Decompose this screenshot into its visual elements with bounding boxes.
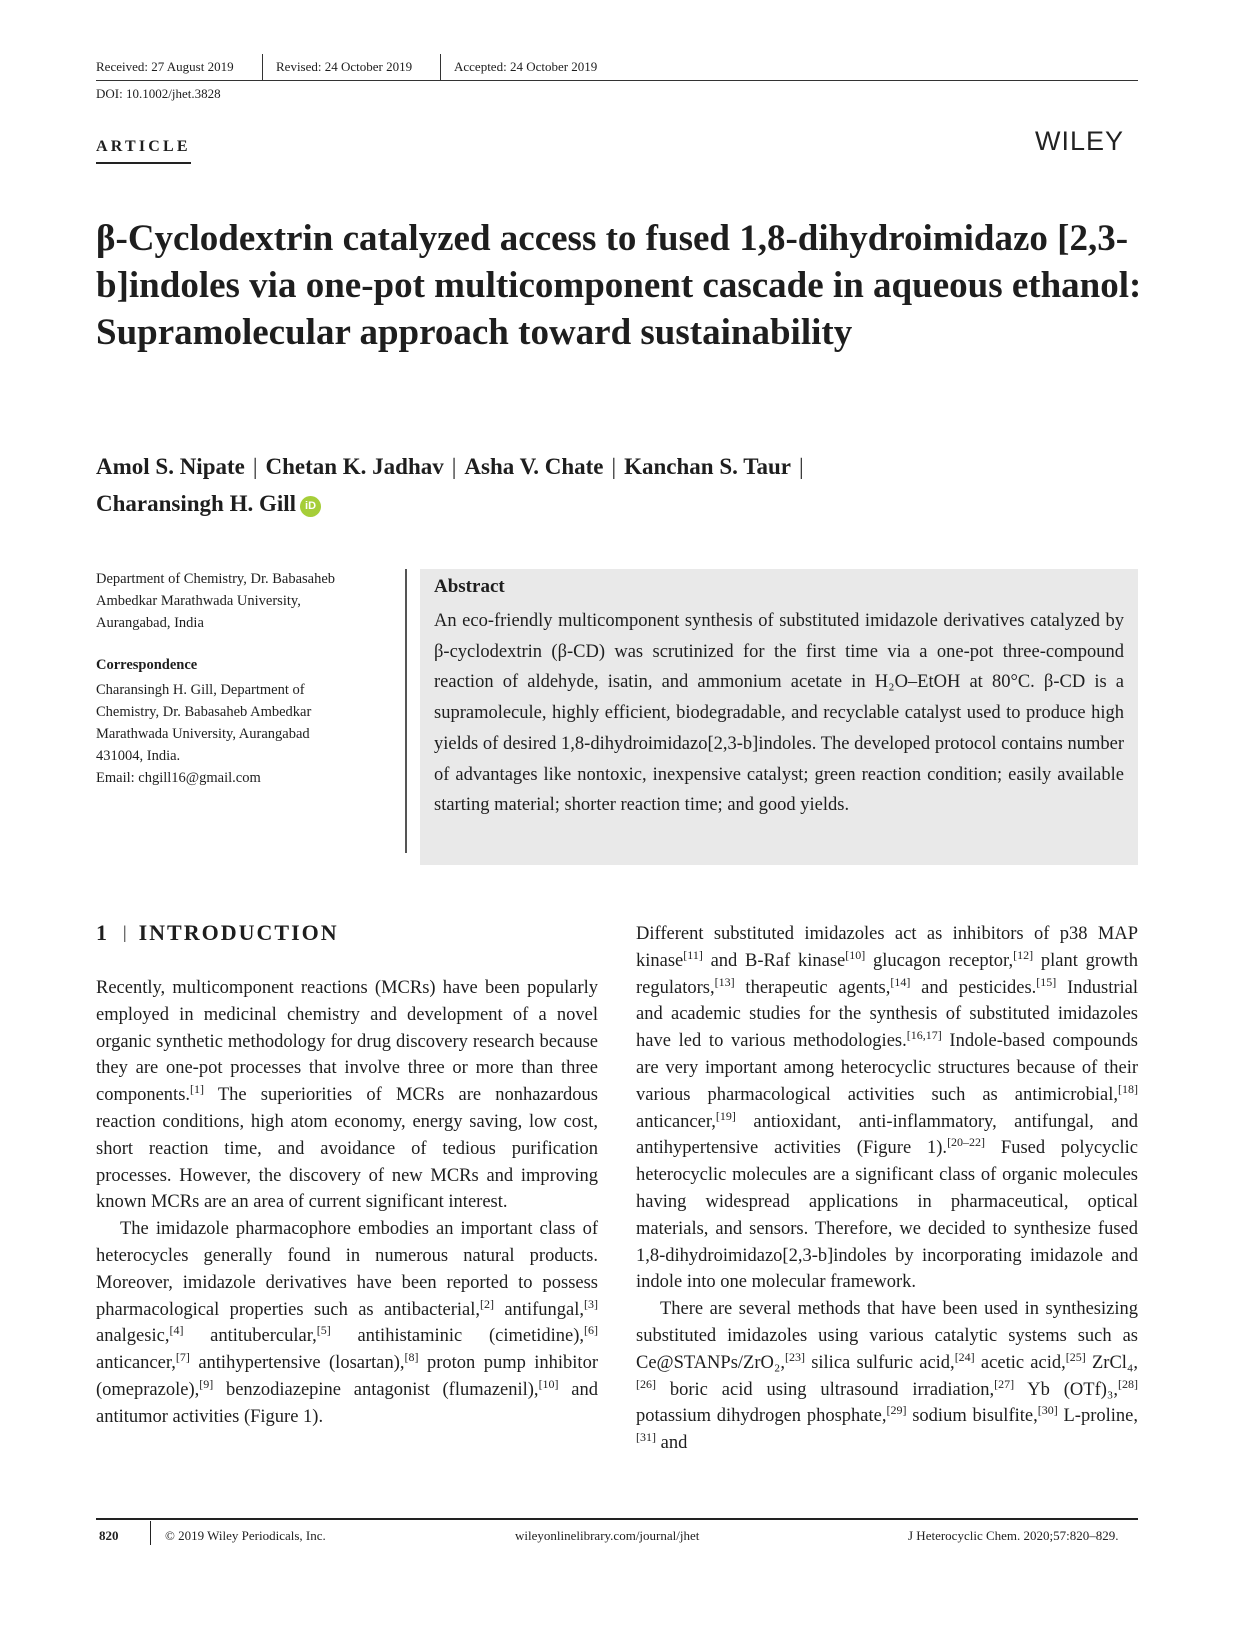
author-list: Amol S. Nipate | Chetan K. Jadhav | Asha V. Chate | Kanchan S. Taur | Charansingh H. Gill iD <box>96 454 804 516</box>
section-label: ARTICLE <box>96 138 191 164</box>
abstract-heading: Abstract <box>434 576 505 597</box>
citation[interactable]: [11] <box>683 947 703 962</box>
correspondence-heading: Correspondence <box>96 657 198 673</box>
section-title: INTRODUCTION <box>138 920 339 945</box>
citation[interactable]: [19] <box>715 1108 736 1123</box>
citation[interactable]: [4] <box>169 1323 184 1338</box>
citation[interactable]: [5] <box>316 1323 331 1338</box>
citation[interactable]: [31] <box>636 1429 656 1444</box>
paragraph: Recently, multicomponent reactions (MCRs) have been popularly employed in medicinal chemistry and development of a novel organic synthetic methodology for drug discovery research because they are one-pot processes that involve three or more than three components.[1] The superiorities of MCRs are nonhazardous reaction conditions, high atom economy, energy saving, low cost, short reaction time, and avoidance of tedious purification processes. However, the discovery of new MCRs and improving known MCRs are an area of current significant interest. <box>96 978 598 1213</box>
citation[interactable]: [18] <box>1118 1081 1138 1096</box>
correspondence-line: Chemistry, Dr. Babasaheb Ambedkar <box>96 704 312 720</box>
section-number: 1 <box>96 920 109 945</box>
citation[interactable]: [6] <box>584 1323 598 1338</box>
paragraph: There are several methods that have been used in synthesizing substituted imidazoles using various catalytic systems such as Ce@STANPs/ZrO₂,[23] silica sulfuric acid,[24] acetic acid,[25] ZrCl₄,[26] boric acid using ultrasound irradiation,[27] Yb (OTf)₃,[28] potassium dihydrogen phosphate,[29] sodium bisulfite,[30] L-proline,[31] and <box>636 1299 1139 1454</box>
abstract-text: An eco-friendly multicomponent synthesis of substituted imidazole derivatives catalyzed by β-cyclodextrin (β-CD) was scrutinized for the first time via a one-pot three-compound reaction of aldehyde, isatin, and ammonium acetate in H₂O–EtOH at 80°C. β-CD is a supramolecule, highly efficient, biodegradable, and recyclable catalyst used to produce high yields of desired 1,8-dihydroimidazo[2,3-b]indoles. The developed protocol contains number of advantages like nontoxic, inexpensive catalyst; green reaction condition; easily available starting material; shorter reaction time; and good yields. <box>434 611 1124 816</box>
citation[interactable]: [13] <box>714 974 735 989</box>
revised-date: Revised: 24 October 2019 <box>276 59 413 74</box>
author[interactable]: Charansingh H. Gill <box>96 491 297 516</box>
citation[interactable]: [25] <box>1065 1349 1086 1364</box>
copyright: © 2019 Wiley Periodicals, Inc. <box>165 1528 326 1543</box>
citation[interactable]: [24] <box>954 1349 975 1364</box>
citation[interactable]: [12] <box>1013 947 1034 962</box>
doi: DOI: 10.1002/jhet.3828 <box>96 86 221 101</box>
received-date: Received: 27 August 2019 <box>96 59 234 74</box>
footer-rule <box>96 1518 1138 1520</box>
page-number: 820 <box>99 1528 119 1543</box>
section-heading: 1 | INTRODUCTION <box>96 920 339 945</box>
citation[interactable]: [8] <box>404 1350 419 1364</box>
citation[interactable]: [15] <box>1036 974 1057 989</box>
affiliation-line: Ambedkar Marathwada University, <box>96 593 301 609</box>
affiliation <box>96 568 396 634</box>
article-dates <box>96 58 1138 81</box>
journal-citation: J Heterocyclic Chem. 2020;57:820–829. <box>908 1528 1119 1543</box>
citation[interactable]: [10] <box>538 1376 559 1391</box>
citation[interactable]: [30] <box>1037 1403 1058 1418</box>
divider <box>150 1521 151 1545</box>
left-column <box>96 975 598 1431</box>
accepted-date: Accepted: 24 October 2019 <box>454 59 598 74</box>
correspondence <box>96 679 396 789</box>
divider <box>405 569 407 853</box>
affiliation-line: Aurangabad, India <box>96 615 204 631</box>
author[interactable]: Chetan K. Jadhav <box>265 454 444 479</box>
orcid-icon[interactable]: iD <box>300 496 321 517</box>
correspondence-email[interactable]: Email: chgill16@gmail.com <box>96 770 261 786</box>
citation[interactable]: [1] <box>190 1082 205 1097</box>
correspondence-line: Marathwada University, Aurangabad <box>96 726 310 742</box>
paragraph: The imidazole pharmacophore embodies an important class of heterocycles generally found in numerous natural products. Moreover, imidazole derivatives have been reported to possess pharmacological properties such as antibacterial,[2] antifungal,[3] analgesic,[4] antitubercular,[5] antihistaminic (cimetidine),[6] anticancer,[7] antihypertensive (losartan),[8] proton pump inhibitor (omeprazole),[9] benzodiazepine antagonist (flumazenil),[10] and antitumor activities (Figure 1). <box>96 1219 599 1427</box>
citation[interactable]: [7] <box>175 1350 190 1364</box>
citation[interactable]: [26] <box>636 1376 656 1391</box>
author[interactable]: Kanchan S. Taur <box>624 454 791 479</box>
divider <box>440 54 441 80</box>
citation[interactable]: [2] <box>480 1296 494 1311</box>
author[interactable]: Asha V. Chate <box>464 454 604 479</box>
affiliation-line: Department of Chemistry, Dr. Babasaheb <box>96 571 336 587</box>
publisher-logo: WILEY <box>1035 126 1125 156</box>
citation[interactable]: [3] <box>583 1296 598 1311</box>
citation[interactable]: [10] <box>845 947 866 962</box>
citation[interactable]: [16,17] <box>906 1028 942 1043</box>
citation[interactable]: [9] <box>199 1376 214 1391</box>
author[interactable]: Amol S. Nipate <box>96 454 245 479</box>
citation[interactable]: [27] <box>994 1376 1015 1391</box>
citation[interactable]: [20–22] <box>947 1135 986 1150</box>
correspondence-line: Charansingh H. Gill, Department of <box>96 682 305 698</box>
paragraph: Different substituted imidazoles act as inhibitors of p38 MAP kinase[11] and B-Raf kinase[10] glucagon receptor,[12] plant growth regulators,[13] therapeutic agents,[14] and pesticides.[15] Industrial and academic studies for the synthesis of substituted imidazoles have led to various methodologies.[16,17] Indole-based compounds are very important among heterocyclic structures because of their various pharmacological activities such as antimicrobial,[18] anticancer,[19] antioxidant, anti-inflammatory, antifungal, and antihypertensive activities (Figure 1).[20–22] Fused polycyclic heterocyclic molecules are a significant class of organic molecules having widespread applications in pharmaceutical, optical materials, and sensors. Therefore, we decided to synthesize fused 1,8-dihydroimidazo[2,3-b]indoles by incorporating imidazole and indole into one molecular framework. <box>636 924 1139 1293</box>
journal-link[interactable]: wileyonlinelibrary.com/journal/jhet <box>515 1528 700 1543</box>
citation[interactable]: [29] <box>886 1403 907 1418</box>
right-column <box>636 921 1138 1457</box>
article-title: β-Cyclodextrin catalyzed access to fused 1,8-dihydroimidazo [2,3-b]indoles via one-pot multicomponent cascade in aqueous ethanol: Supramolecular approach toward sustainability <box>96 218 1142 353</box>
citation[interactable]: [28] <box>1118 1376 1138 1391</box>
divider <box>262 54 263 80</box>
correspondence-line: 431004, India. <box>96 748 181 764</box>
citation[interactable]: [23] <box>784 1349 805 1364</box>
citation[interactable]: [14] <box>890 974 911 989</box>
